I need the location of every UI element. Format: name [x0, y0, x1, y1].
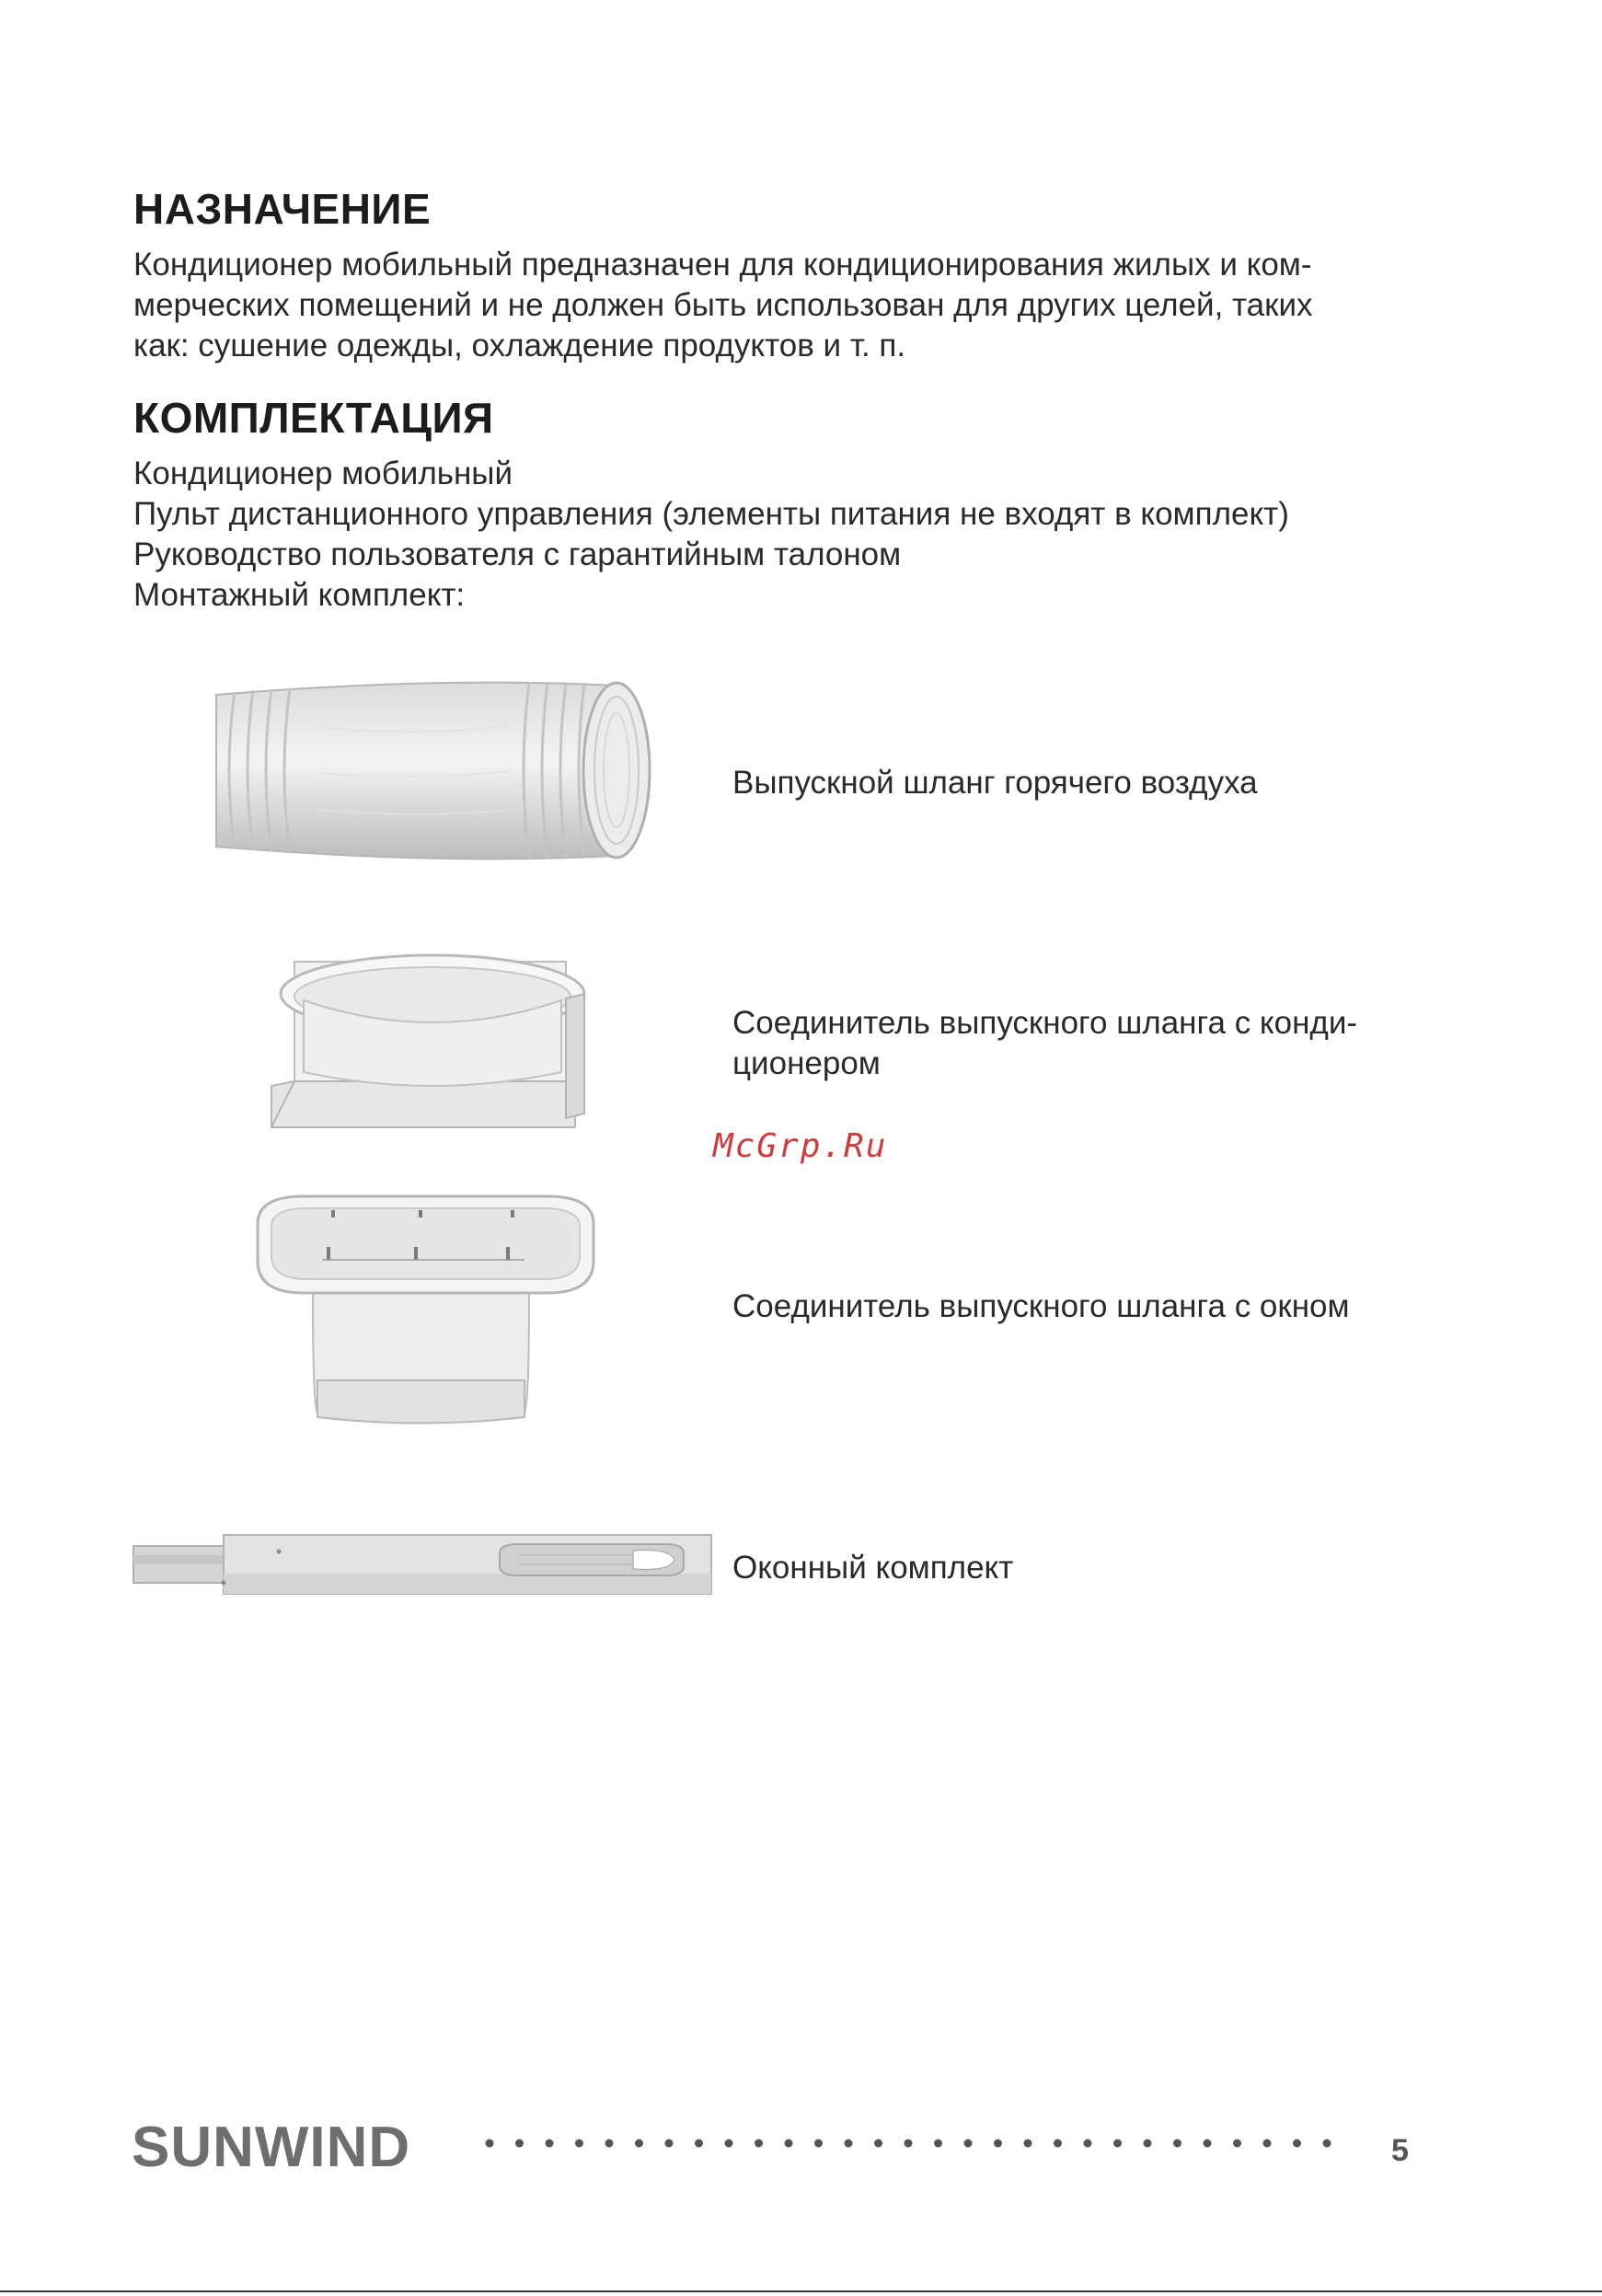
- leader-dot: [1024, 2140, 1032, 2148]
- window-connector-image: [248, 1192, 603, 1431]
- page-number: 5: [1391, 2133, 1409, 2168]
- purpose-paragraph: [133, 245, 1422, 366]
- leader-dot: [665, 2140, 674, 2148]
- label-line: Выпускной шланг горячего воздуха: [732, 765, 1258, 801]
- label-line: Соединитель выпускного шланга с окном: [732, 1288, 1350, 1324]
- leader-dot: [814, 2140, 823, 2148]
- leader-dot: [1054, 2140, 1062, 2148]
- leader-dot: [1323, 2140, 1331, 2148]
- watermark: McGrp.Ru: [713, 1127, 888, 1165]
- purpose-heading: НАЗНАЧЕНИЕ: [133, 185, 432, 233]
- window-connector-label: [732, 1286, 1350, 1327]
- leader-dot: [905, 2140, 913, 2148]
- leader-dot: [1293, 2140, 1301, 2148]
- leader-dot: [546, 2140, 554, 2148]
- leader-dot: [1263, 2140, 1272, 2148]
- leader-dot: [874, 2140, 882, 2148]
- leader-dot: [934, 2140, 942, 2148]
- contents-item: Кондиционер мобильный: [133, 456, 513, 491]
- contents-item: Пульт дистанционного управления (элементы питания не входят в комплект): [133, 496, 1289, 532]
- leader-dot: [785, 2140, 793, 2148]
- leader-dot: [994, 2140, 1002, 2148]
- unit-connector-label: [732, 1003, 1357, 1084]
- leader-dot: [845, 2140, 853, 2148]
- leader-dot: [1173, 2140, 1181, 2148]
- leader-dot: [695, 2140, 703, 2148]
- purpose-line: мерческих помещений и не должен быть использован для других целей, таких: [133, 287, 1313, 323]
- contents-item: Руководство пользователя с гарантийным талоном: [133, 537, 902, 572]
- window-kit-image: [132, 1528, 720, 1597]
- leader-dot: [605, 2140, 614, 2148]
- exhaust-hose-label: [732, 763, 1258, 803]
- label-line: Соединитель выпускного шланга с конди-: [732, 1005, 1358, 1041]
- footer-dotted-leader: [483, 2137, 1353, 2150]
- window-kit-label: [732, 1548, 1013, 1588]
- bottom-rule: [0, 2290, 1602, 2292]
- leader-dot: [575, 2140, 583, 2148]
- leader-dot: [1144, 2140, 1152, 2148]
- leader-dot: [1084, 2140, 1092, 2148]
- exhaust-hose-image: [198, 672, 658, 870]
- purpose-line: Кондиционер мобильный предназначен для кондиционирования жилых и ком-: [133, 247, 1312, 283]
- leader-dot: [755, 2140, 763, 2148]
- leader-dot: [964, 2140, 973, 2148]
- label-line: Оконный комплект: [732, 1550, 1014, 1586]
- contents-item: Монтажный комплект:: [133, 577, 466, 613]
- label-line: ционером: [732, 1045, 881, 1081]
- purpose-line: как: сушение одежды, охлаждение продуктов и т. п.: [133, 328, 906, 363]
- leader-dot: [1233, 2140, 1241, 2148]
- leader-dot: [725, 2140, 733, 2148]
- contents-heading: КОМПЛЕКТАЦИЯ: [133, 394, 494, 442]
- contents-list: [133, 454, 1422, 616]
- leader-dot: [1204, 2140, 1212, 2148]
- leader-dot: [515, 2140, 524, 2148]
- leader-dot: [1113, 2140, 1122, 2148]
- sunwind-logo: SUNWIND: [132, 2116, 411, 2179]
- unit-connector-image: [267, 943, 598, 1141]
- leader-dot: [635, 2140, 643, 2148]
- leader-dot: [486, 2140, 494, 2148]
